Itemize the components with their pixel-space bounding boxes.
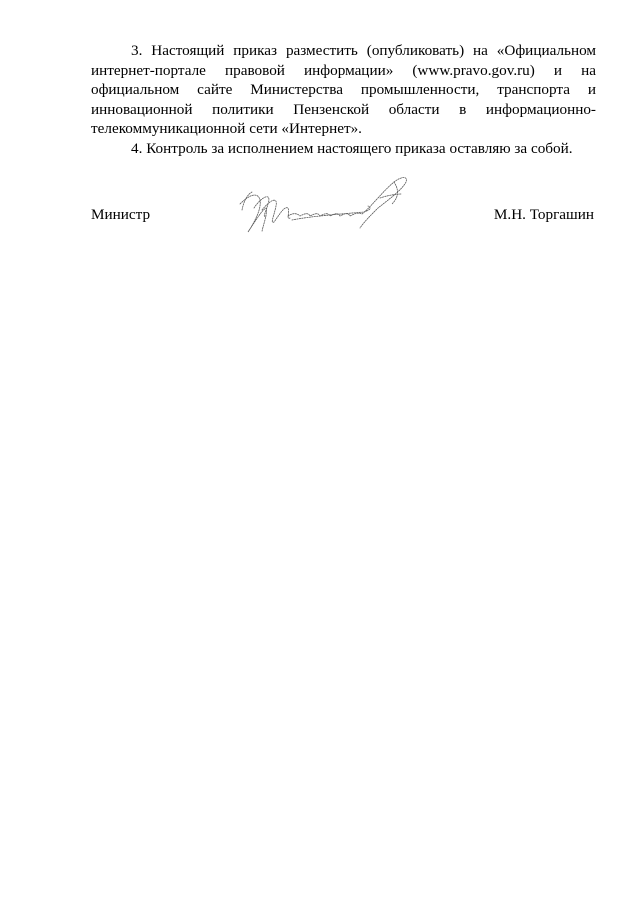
paragraph-4: 4. Контроль за исполнением настоящего приказа оставляю за собой. <box>131 139 573 157</box>
signatory-title: Министр <box>91 206 151 223</box>
signatory-name: М.Н. Торгашин <box>493 206 594 223</box>
signature-block <box>91 205 596 235</box>
document-body <box>91 41 596 159</box>
paragraph-3: 3. Настоящий приказ разместить (опубликовать) на «Официальном интернет-портале правовой информации» (www.pravo.gov.ru) и на официальном сайте Министерства промышленности, транспорта и инновационной политики Пензенской области в информационно-телекоммуникационной сети «Интернет». <box>91 42 596 138</box>
